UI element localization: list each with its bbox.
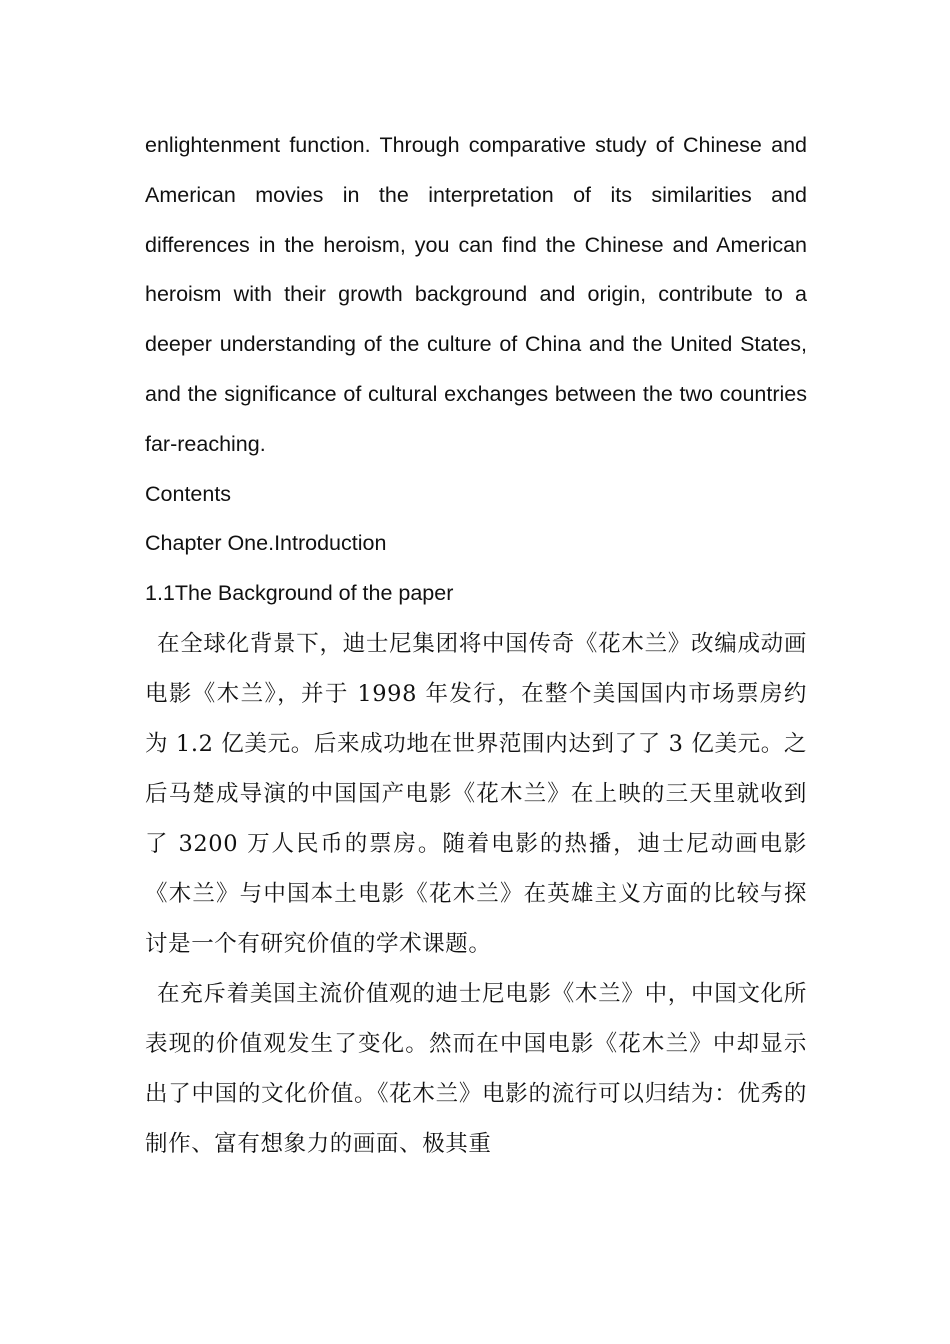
chapter-heading: Chapter One.Introduction (145, 531, 387, 556)
section-heading: 1.1The Background of the paper (145, 581, 454, 606)
document-page (145, 121, 807, 1169)
contents-heading: Contents (145, 481, 232, 506)
abstract-paragraph: enlightenment function. Through comparative study of Chinese and American movies in the interpretation of its similarities and differences in the heroism, you can find the Chinese and American heroism with their growth background and origin, contribute to a deeper understanding of the culture of China and the United States, and the significance of cultural exchanges between the two countries far-reaching. (145, 133, 807, 456)
body-paragraph: 在全球化背景下，迪士尼集团将中国传奇《花木兰》改编成动画电影《木兰》，并于 1998 年发行，在整个美国国内市场票房约为 1.2 亿美元。后来成功地在世界范围内达到了了 3 亿美元。之后马楚成导演的中国国产电影《花木兰》在上映的三天里就收到了 3200 万人民币的票房。随着电影的热播，迪士尼动画电影《木兰》与中国本土电影《花木兰》在英雄主义方面的比较与探讨是一个有研究价值的学术课题。 (145, 630, 807, 957)
body-paragraph: 在充斥着美国主流价值观的迪士尼电影《木兰》中，中国文化所表现的价值观发生了变化。然而在中国电影《花木兰》中却显示出了中国的文化价值。《花木兰》电影的流行可以归结为：优秀的制作、富有想象力的画面、极其重 (145, 980, 807, 1157)
